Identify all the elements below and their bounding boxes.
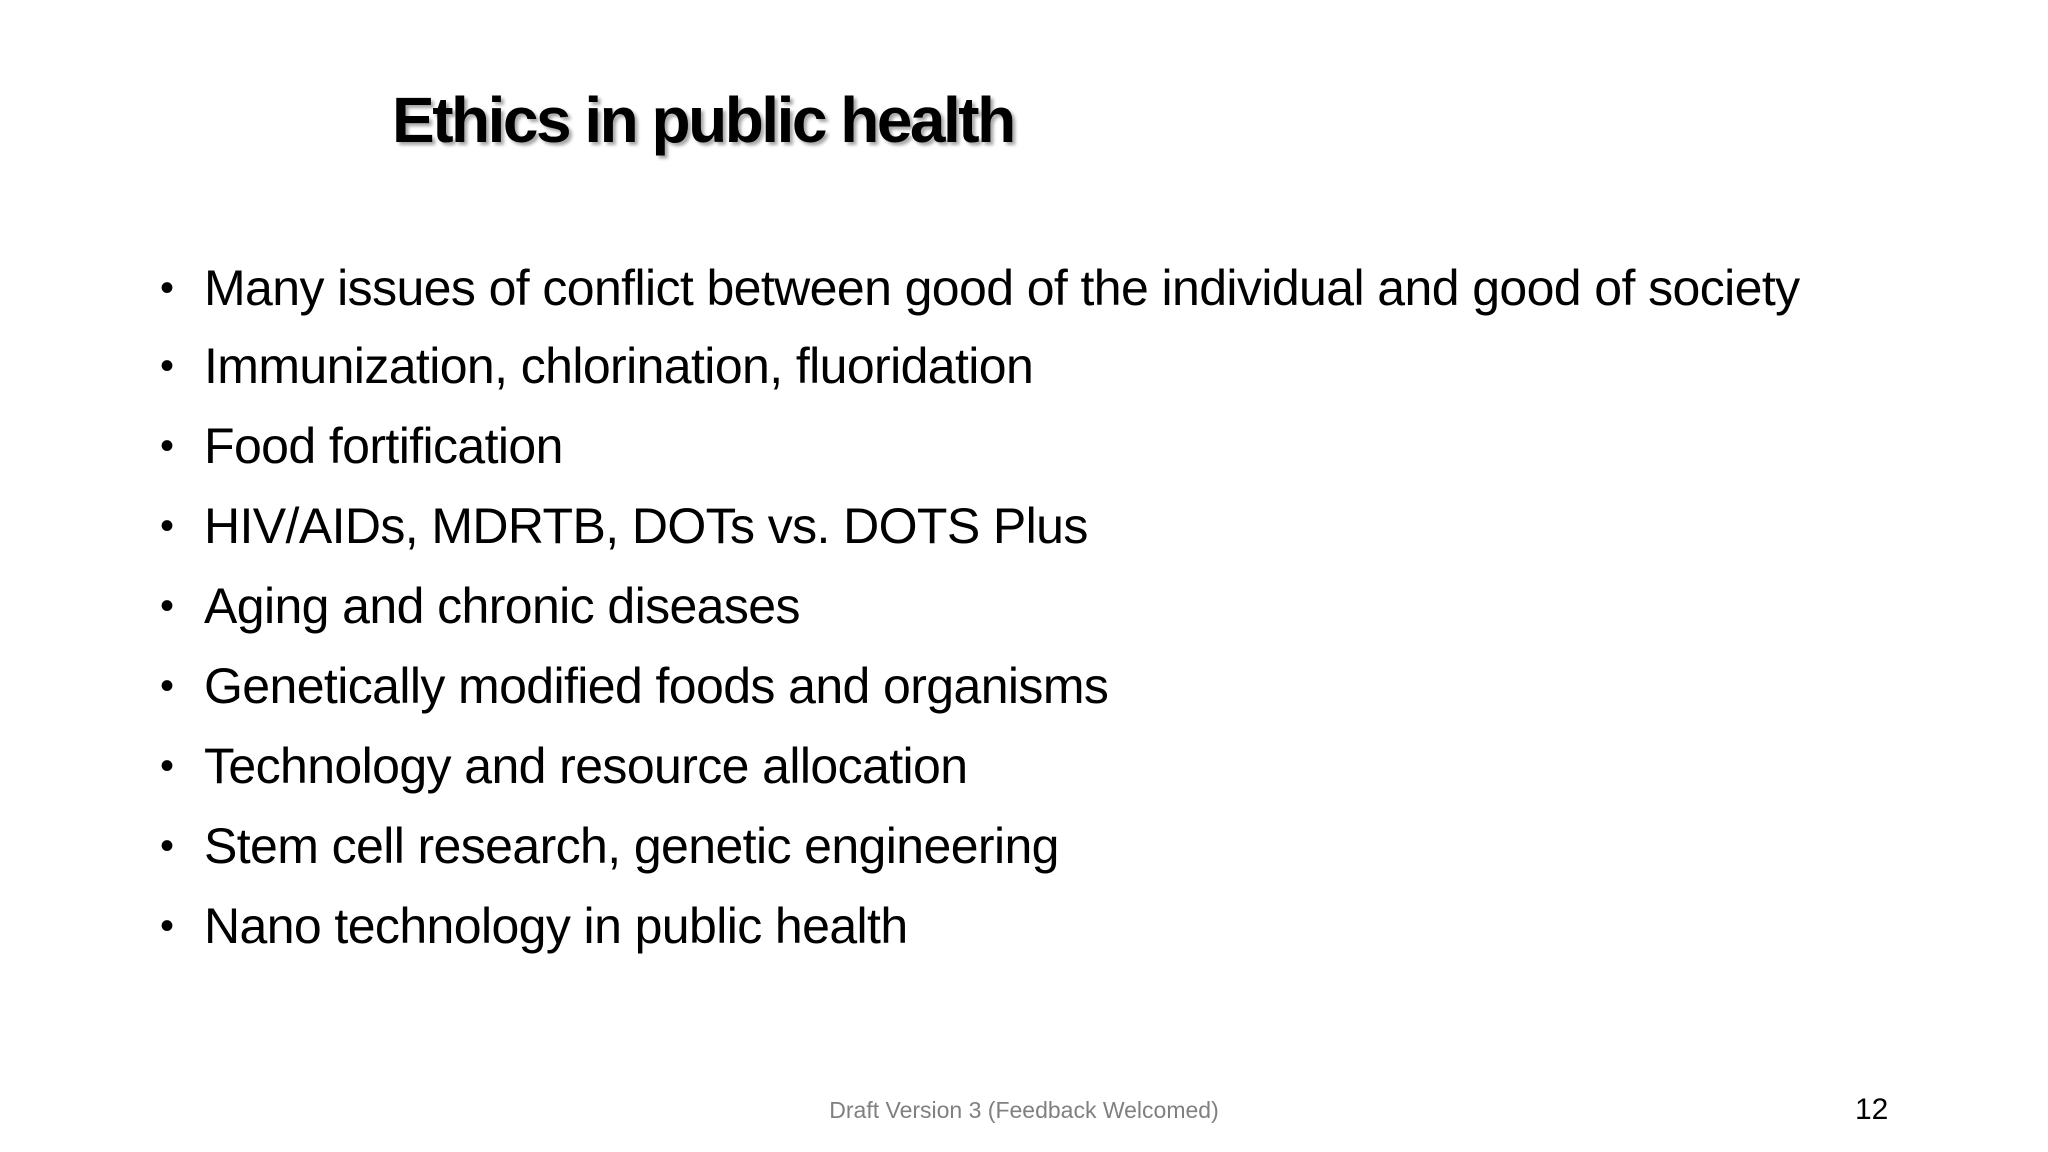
bullet-icon: •	[160, 266, 174, 310]
bullet-text: HIV/AIDs, MDRTB, DOTs vs. DOTS Plus	[204, 498, 1088, 554]
slide-footer: Draft Version 3 (Feedback Welcomed)	[829, 1097, 1219, 1123]
bullet-item	[160, 416, 1978, 476]
bullet-icon: •	[160, 744, 174, 788]
slide-title: Ethics in public health	[392, 84, 1014, 156]
bullet-text: Aging and chronic diseases	[204, 578, 800, 634]
bullet-item	[160, 336, 1978, 396]
bullet-text: Genetically modified foods and organisms	[204, 658, 1109, 714]
bullet-text: Stem cell research, genetic engineering	[204, 818, 1059, 874]
bullet-item	[160, 576, 1978, 636]
bullet-icon: •	[160, 664, 174, 708]
bullet-icon: •	[160, 504, 174, 548]
bullet-icon: •	[160, 824, 174, 868]
bullet-item	[160, 896, 1978, 956]
bullet-item	[160, 496, 1978, 556]
bullet-list	[160, 258, 1978, 976]
bullet-text: Many issues of conflict between good of the individual and good of society	[204, 260, 1800, 316]
bullet-text: Technology and resource allocation	[204, 738, 968, 794]
bullet-icon: •	[160, 904, 174, 948]
bullet-text: Food fortification	[204, 418, 563, 474]
bullet-text: Immunization, chlorination, fluoridation	[204, 338, 1034, 394]
bullet-item	[160, 736, 1978, 796]
bullet-icon: •	[160, 424, 174, 468]
bullet-item	[160, 258, 1978, 318]
bullet-icon: •	[160, 584, 174, 628]
bullet-icon: •	[160, 344, 174, 388]
bullet-text: Nano technology in public health	[204, 898, 908, 954]
page-number: 12	[1855, 1093, 1889, 1126]
bullet-item	[160, 816, 1978, 876]
bullet-item	[160, 656, 1978, 716]
